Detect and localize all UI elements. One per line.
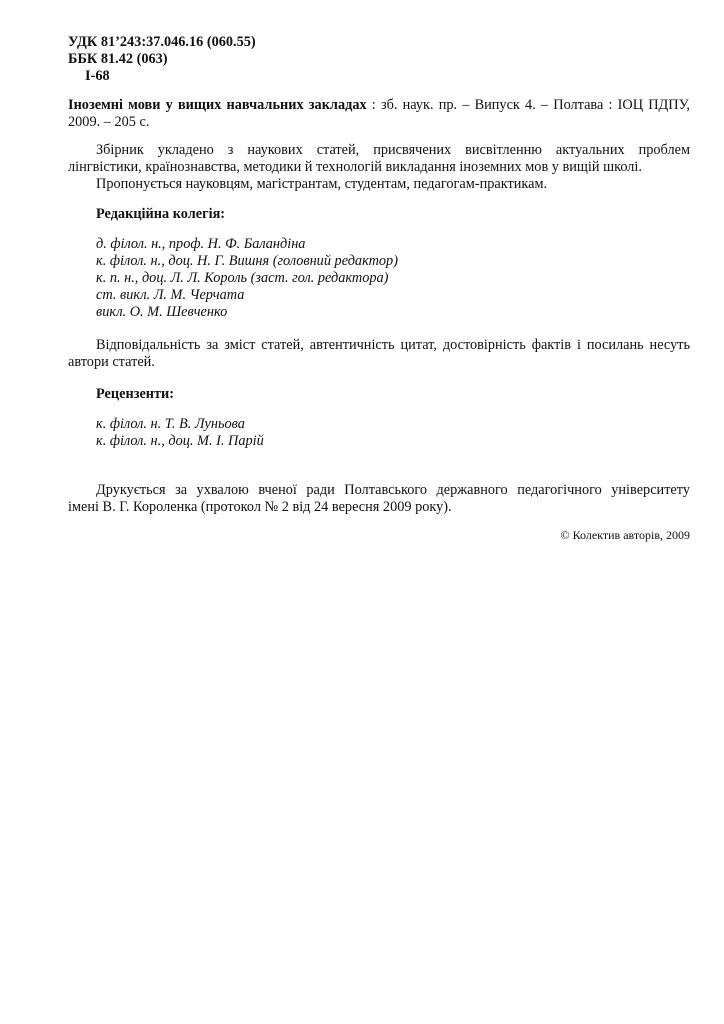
editorial-board-list [96, 236, 718, 321]
reviewers-list [96, 416, 718, 450]
copyright-notice: © Колектив авторів, 2009 [560, 528, 690, 542]
bbk-code: ББК 81.42 (063) [68, 51, 168, 67]
board-member: ст. викл. Л. М. Черчата [96, 287, 245, 303]
board-member: д. філол. н., проф. Н. Ф. Баландіна [96, 236, 306, 252]
responsibility-note [68, 337, 690, 371]
audience-text: Пропонується науковцям, магістрантам, студентам, педагогам-практикам. [96, 176, 548, 192]
approval-line: Друкується за ухвалою вченої ради Полтавського державного педагогічного університету [96, 482, 690, 498]
reviewer: к. філол. н., доц. М. І. Парій [96, 433, 264, 449]
citation-details: : зб. наук. пр. – Випуск 4. – Полтава : ІОЦ ПДПУ, [366, 97, 690, 113]
classification-block [68, 34, 690, 85]
approval-line: імені В. Г. Короленка (протокол № 2 від 24 вересня 2009 року). [68, 499, 452, 515]
description [68, 142, 690, 193]
author-mark: І-68 [85, 68, 110, 84]
responsibility-line: автори статей. [68, 354, 155, 370]
book-title: Іноземні мови у вищих навчальних закладах [68, 97, 367, 113]
board-member: викл. О. М. Шевченко [96, 304, 228, 320]
reviewer: к. філол. н. Т. В. Луньова [96, 416, 245, 432]
editorial-board-heading: Редакційна колегія: [96, 206, 226, 222]
reviewers-heading: Рецензенти: [96, 386, 175, 402]
bibliographic-citation [68, 97, 690, 131]
udk-code: УДК 81’243:37.046.16 (060.55) [68, 34, 256, 50]
citation-details-2: 2009. – 205 с. [68, 114, 150, 130]
board-member: к. філол. н., доц. Н. Г. Вишня (головний редактор) [96, 253, 398, 269]
approval-note [68, 482, 690, 516]
description-line: Збірник укладено з наукових статей, присвячених висвітленню актуальних проблем [96, 142, 690, 158]
board-member: к. п. н., доц. Л. Л. Король (заст. гол. редактора) [96, 270, 389, 286]
responsibility-line: Відповідальність за зміст статей, автентичність цитат, достовірність фактів і посилань несуть [96, 337, 690, 353]
description-line: лінгвістики, країнознавства, методики й технологій викладання іноземних мов у вищій школі. [68, 159, 642, 175]
